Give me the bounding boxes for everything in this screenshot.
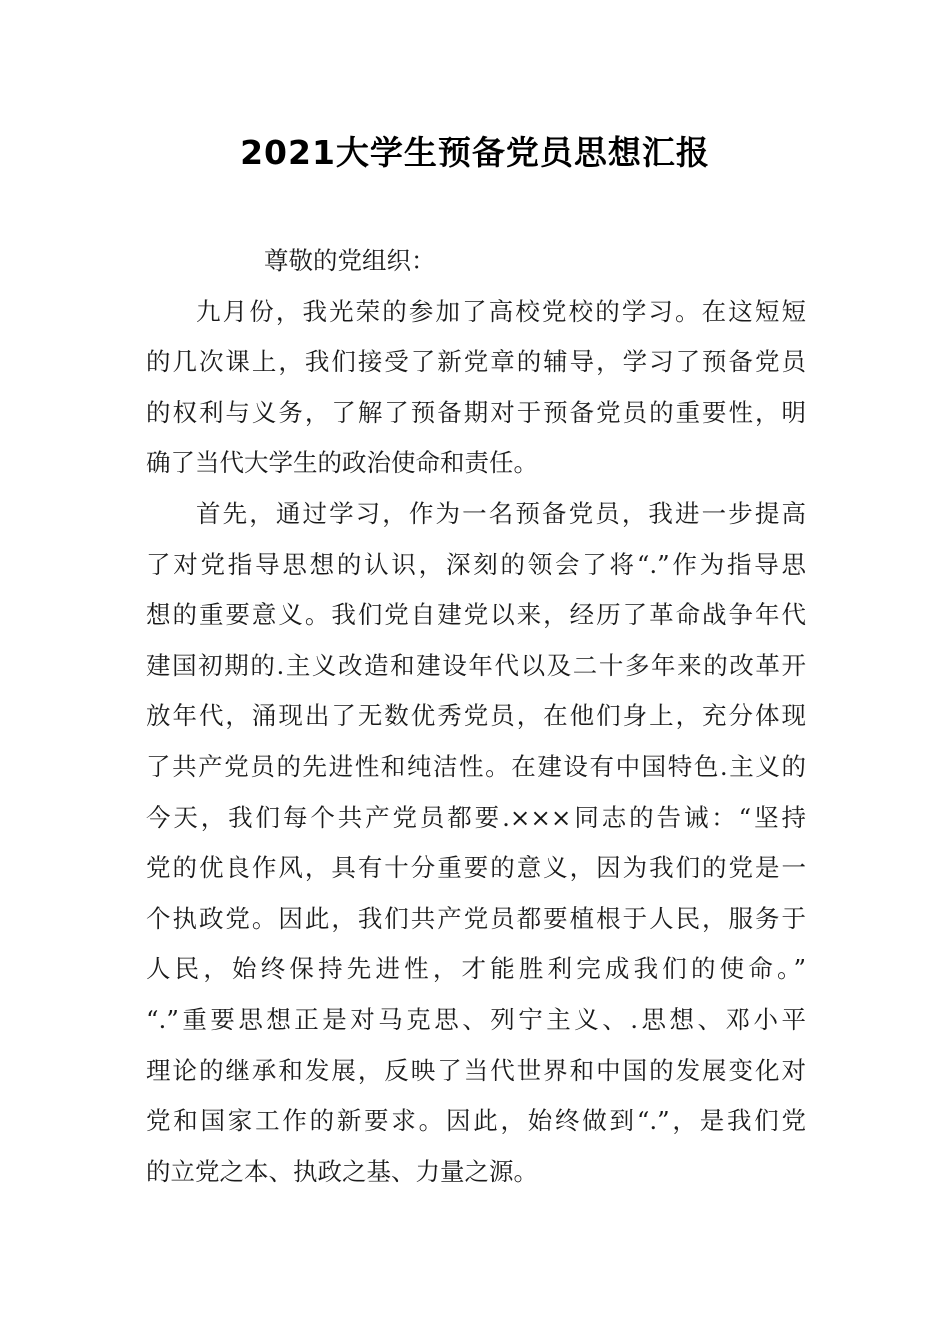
paragraph-1-line-4: 确了当代大学生的政治使命和责任。 [146,448,538,478]
paragraph-2-line-1: 首先，通过学习，作为一名预备党员，我进一步提高 [196,498,806,528]
paragraph-2-line-11: “.”重要思想正是对马克思、列宁主义、.思想、邓小平 [146,1004,806,1034]
paragraph-1-line-1: 九月份，我光荣的参加了高校党校的学习。在这短短 [196,296,806,326]
document-body [146,236,806,1197]
paragraph-2-line-13: 党和国家工作的新要求。因此，始终做到“.”，是我们党 [146,1106,806,1136]
paragraph-2-line-5: 放年代，涌现出了无数优秀党员，在他们身上，充分体现 [146,701,806,731]
paragraph-2-line-14: 的立党之本、执政之基、力量之源。 [146,1156,538,1186]
paragraph-2-line-3: 想的重要意义。我们党自建党以来，经历了革命战争年代 [146,600,806,630]
document-title: 2021大学生预备党员思想汇报 [240,133,710,172]
paragraph-2-line-8: 党的优良作风，具有十分重要的意义，因为我们的党是一 [146,853,806,883]
paragraph-2-line-7: 今天，我们每个共产党员都要.×××同志的告诫：“坚持 [146,802,806,832]
paragraph-2-line-10: 人民，始终保持先进性，才能胜利完成我们的使命。” [146,954,806,984]
salutation: 尊敬的党组织： [264,246,436,275]
paragraph-1-line-3: 的权利与义务，了解了预备期对于预备党员的重要性，明 [146,397,806,427]
paragraph-2-line-2: 了对党指导思想的认识，深刻的领会了将“.”作为指导思 [146,549,806,579]
paragraph-2-line-12: 理论的继承和发展，反映了当代世界和中国的发展变化对 [146,1055,806,1085]
paragraph-1-line-2: 的几次课上，我们接受了新党章的辅导，学习了预备党员 [146,347,806,377]
paragraph-2-line-4: 建国初期的.主义改造和建设年代以及二十多年来的改革开 [146,650,806,680]
paragraph-2-line-9: 个执政党。因此，我们共产党员都要植根于人民，服务于 [146,903,806,933]
paragraph-2-line-6: 了共产党员的先进性和纯洁性。在建设有中国特色.主义的 [146,751,806,781]
